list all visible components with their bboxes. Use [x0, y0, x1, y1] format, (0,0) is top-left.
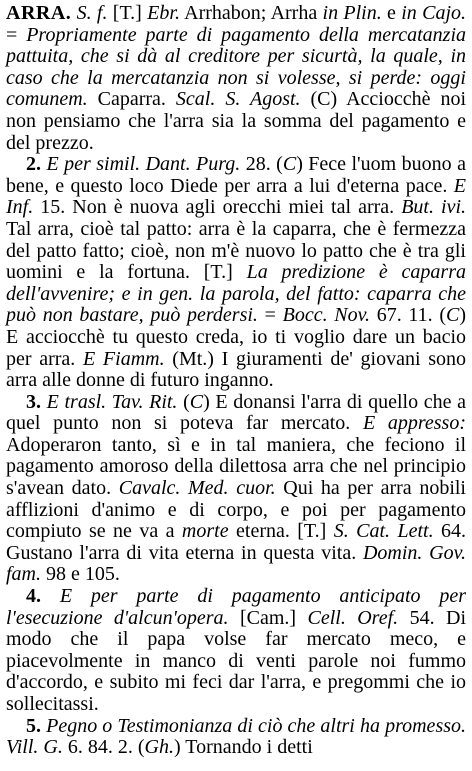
italic-run: Cell. Oref. — [307, 606, 399, 629]
sense-number: 4. — [26, 585, 60, 608]
sense-number: 5. — [26, 714, 47, 737]
sense-4 — [6, 586, 466, 716]
italic-run: E Inf. — [6, 174, 466, 219]
text-run: (C) Acciocchè noi non pensiamo che l'arra sia la somma del pagamento e del prezzo. — [6, 88, 466, 154]
sense-number: 2. — [26, 153, 47, 176]
italic-run: Domin. Gov. fam. — [6, 541, 467, 586]
sense-2 — [6, 154, 466, 392]
italic-run: Scal. S. Agost. — [175, 88, 301, 111]
text-run: [T.] — [107, 2, 148, 24]
italic-run: E per parte di pagamento anticipato per l'esecuzione d'alcun'opera. — [6, 585, 467, 629]
text-run: Arrhabon; Arrha — [179, 2, 323, 24]
text-run: ) E donansi l'arra di quello che a quel punto non si poteva far mercato. — [6, 390, 466, 435]
italic-run: Ebr. — [147, 2, 180, 24]
text-run: 98 e 105. — [41, 563, 120, 586]
sense-5 — [6, 716, 466, 759]
text-run: 6. 84. 2. ( — [62, 736, 145, 759]
entry-definition — [6, 2, 466, 154]
italic-run: E trasl. Tav. Rit. — [46, 390, 178, 413]
italic-run: E per simil. Dant. Purg. — [46, 153, 241, 176]
text-run: 15. Non è nuova agli orecchi miei tal arra. — [33, 196, 402, 219]
text-run: (Mt.) I giuramenti de' giovani sono arra alle donne di futuro inganno. — [6, 347, 466, 392]
italic-run: C — [282, 153, 297, 176]
text-run: ) Fece l'uom buono a bene, e questo loco Diede per arra a lui d'eterna pace. — [6, 153, 466, 197]
italic-run: But. ivi. — [401, 196, 466, 219]
italic-run: C — [446, 304, 460, 327]
text-run: Tal arra, cioè tal patto: arra è la caparra, che è fermezza del patto fatto; cioè, non m'è nuovo lo patto che è tra gli uomini e la fortuna. [T.] — [6, 217, 466, 284]
italic-run: La predizione è caparra dell'avvenire; e in gen. la parola, del fatto: caparra che può non bastare, può perdersi. — [6, 261, 466, 327]
text-run: Qui ha per arra nobili afflizioni d'animo e di corpo, e poi per pagamento compiuto se ne va a — [6, 477, 466, 543]
italic-run: Gh. — [144, 736, 174, 759]
italic-run: Cavalc. Med. cuor. — [118, 477, 276, 500]
text-run: 67. 11. ( — [370, 304, 447, 327]
text-run: 28. ( — [240, 153, 283, 176]
italic-run: in Plin. — [322, 2, 382, 24]
italic-run: Bocc. Nov. — [282, 304, 371, 327]
text-run: eterna. [T.] — [228, 520, 334, 543]
text-run: [Cam.] — [228, 606, 308, 629]
italic-run: S. Cat. Lett. — [333, 520, 434, 543]
headword: ARRA. — [6, 2, 72, 24]
text-run: 64. Gustano l'arra di vita eterna in questa vita. — [6, 520, 467, 564]
italic-run: E Fiamm. — [83, 347, 165, 370]
italic-run: S. f. — [76, 2, 108, 24]
text-run: ( — [177, 390, 190, 413]
text-run: = — [257, 304, 283, 327]
text-run: = — [6, 23, 27, 46]
sense-3 — [6, 392, 466, 586]
entry-arra — [6, 3, 466, 154]
text-run: Adoperaron tanto, sì e in tal maniera, che feciono il pagamento amoroso della dilettosa arra che nel principio s'avean dato. — [6, 433, 466, 500]
sense-number: 3. — [26, 390, 47, 413]
italic-run: E appresso: — [362, 412, 466, 435]
italic-run: morte — [181, 520, 229, 543]
text-run: ) Tornando i detti — [173, 736, 313, 759]
italic-run: in Cajo. — [401, 2, 466, 24]
text-run: 54. Di modo che il papa volse far mercato meco, e piacevolmente in manco di venti parole noi fummo d'accordo, e subito mi feci dar l'arra, e pregommi che io sollecitassi. — [6, 606, 466, 715]
italic-run: C — [189, 390, 204, 413]
text-run: Caparra. — [87, 88, 176, 111]
italic-run: Pegno o Testimonianza di ciò che altri ha promesso. Vill. G. — [6, 714, 467, 759]
text-run: e — [381, 2, 402, 24]
text-run: ) E acciocchè tu questo creda, io ti voglio dare un bacio per arra. — [6, 304, 467, 370]
italic-run: Propriamente parte di pagamento della mercatanzia pattuita, che si dà al creditore per sicurtà, la quale, in caso che la mercatanzia non si volesse, si perde: oggi comunem. — [6, 23, 466, 111]
